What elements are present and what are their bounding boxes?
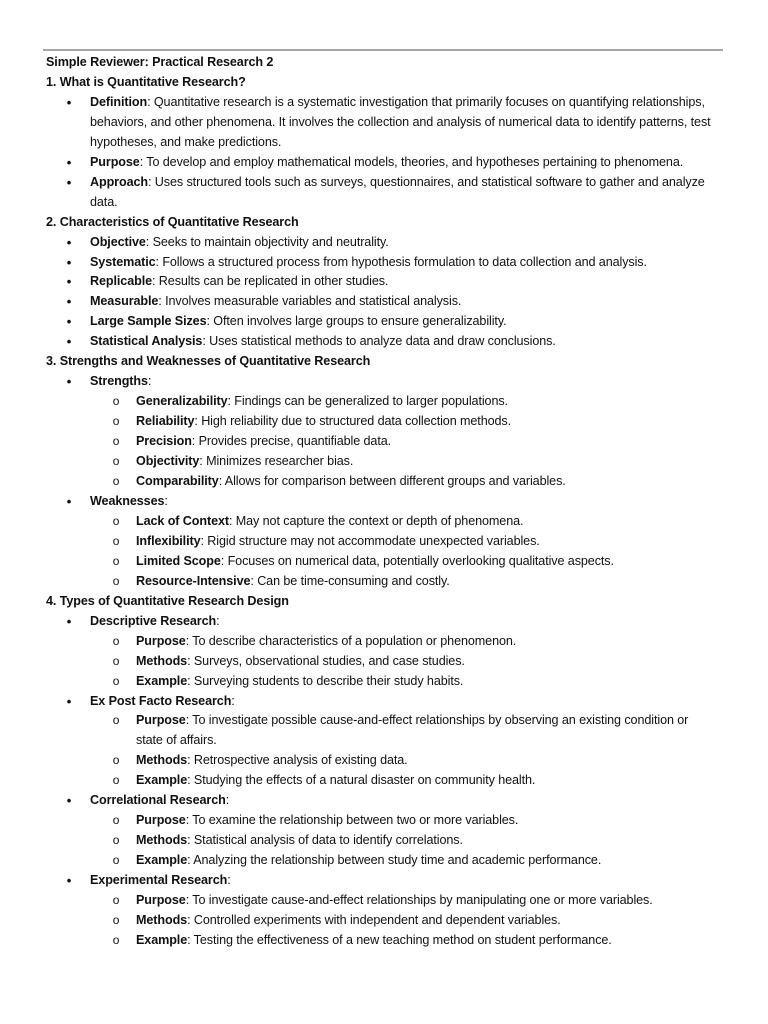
sub-bullet-list bbox=[90, 632, 718, 692]
list-item bbox=[66, 173, 718, 213]
sub-list-item bbox=[112, 851, 718, 871]
bullet-icon: • bbox=[66, 374, 72, 390]
list-item bbox=[66, 692, 718, 792]
sub-list-item bbox=[112, 632, 718, 652]
sub-list-item bbox=[112, 811, 718, 831]
item-description: : Statistical analysis of data to identify correlations. bbox=[187, 833, 463, 848]
item-description: : Results can be replicated in other studies. bbox=[152, 274, 389, 289]
item-description: : Rigid structure may not accommodate unexpected variables. bbox=[200, 533, 540, 548]
list-item bbox=[66, 253, 718, 273]
item-description: : High reliability due to structured data collection methods. bbox=[194, 414, 511, 429]
sub-list-item bbox=[112, 532, 718, 552]
item-description: : Testing the effectiveness of a new teaching method on student performance. bbox=[187, 932, 612, 947]
list-item bbox=[66, 791, 718, 871]
item-term: Example bbox=[136, 853, 188, 868]
circle-bullet-icon: o bbox=[112, 434, 120, 449]
item-term: Limited Scope bbox=[136, 553, 221, 568]
bullet-icon: • bbox=[66, 873, 72, 889]
bullet-icon: • bbox=[66, 234, 72, 250]
item-term: Replicable bbox=[90, 274, 152, 289]
document-title: Simple Reviewer: Practical Research 2 bbox=[46, 55, 274, 69]
sub-bullet-list bbox=[90, 392, 718, 492]
item-description: : Retrospective analysis of existing data. bbox=[187, 753, 408, 768]
item-description: : bbox=[225, 793, 230, 808]
section-heading: 3. Strengths and Weaknesses of Quantitative Research bbox=[46, 354, 371, 369]
item-description: : To develop and employ mathematical models, theories, and hypotheses pertaining to phenomena. bbox=[139, 154, 684, 169]
bullet-icon: • bbox=[66, 174, 72, 190]
sub-list-item bbox=[112, 711, 718, 751]
item-term: Reliability bbox=[136, 414, 195, 429]
bullet-icon: • bbox=[66, 314, 72, 330]
item-term: Large Sample Sizes bbox=[90, 314, 207, 329]
circle-bullet-icon: o bbox=[112, 753, 120, 768]
sub-list-item bbox=[112, 452, 718, 472]
item-description: : To describe characteristics of a population or phenomenon. bbox=[185, 633, 517, 648]
item-description: : To examine the relationship between two or more variables. bbox=[185, 813, 519, 828]
item-description: : Findings can be generalized to larger populations. bbox=[227, 394, 508, 409]
item-term: Purpose bbox=[136, 813, 186, 828]
item-term: Generalizability bbox=[136, 394, 228, 409]
list-item bbox=[66, 372, 718, 492]
circle-bullet-icon: o bbox=[112, 773, 120, 788]
circle-bullet-icon: o bbox=[112, 394, 120, 409]
sub-list-item bbox=[112, 572, 718, 592]
item-description: : Analyzing the relationship between study time and academic performance. bbox=[187, 853, 602, 868]
sub-list-item bbox=[112, 412, 718, 432]
item-description: : Often involves large groups to ensure generalizability. bbox=[206, 314, 507, 329]
circle-bullet-icon: o bbox=[112, 893, 120, 908]
sub-list-item bbox=[112, 751, 718, 771]
circle-bullet-icon: o bbox=[112, 533, 120, 548]
bullet-icon: • bbox=[66, 334, 72, 350]
section-heading: 2. Characteristics of Quantitative Research bbox=[46, 214, 299, 229]
bullet-icon: • bbox=[66, 613, 72, 629]
list-item bbox=[66, 153, 718, 173]
bullet-icon: • bbox=[66, 294, 72, 310]
sub-bullet-list bbox=[90, 512, 718, 592]
item-term: Systematic bbox=[90, 254, 156, 269]
item-description: : Seeks to maintain objectivity and neutrality. bbox=[145, 234, 389, 249]
item-term: Purpose bbox=[136, 633, 186, 648]
item-description: : bbox=[231, 693, 235, 708]
item-term: Precision bbox=[136, 434, 192, 449]
circle-bullet-icon: o bbox=[112, 414, 120, 429]
item-term: Statistical Analysis bbox=[90, 334, 203, 349]
item-description: : Follows a structured process from hypothesis formulation to data collection and analysis. bbox=[155, 254, 647, 269]
bullet-list bbox=[46, 93, 718, 213]
item-description: : Studying the effects of a natural disaster on community health. bbox=[187, 773, 536, 788]
item-term: Purpose bbox=[90, 154, 140, 169]
item-description: : bbox=[164, 493, 168, 508]
item-term: Methods bbox=[136, 753, 188, 768]
item-description: : Surveys, observational studies, and case studies. bbox=[187, 653, 465, 668]
item-term: Measurable bbox=[90, 294, 159, 309]
item-term: Purpose bbox=[136, 713, 186, 728]
bullet-list bbox=[46, 233, 718, 353]
list-item bbox=[66, 233, 718, 253]
sub-bullet-list bbox=[90, 711, 718, 791]
list-item bbox=[66, 292, 718, 312]
item-term: Definition bbox=[90, 94, 148, 109]
item-description: : To investigate possible cause-and-effect relationships by observing an existing condition or state of affairs. bbox=[136, 713, 689, 748]
sub-list-item bbox=[112, 931, 718, 951]
list-item bbox=[66, 492, 718, 592]
sub-list-item bbox=[112, 831, 718, 851]
item-description: : Uses statistical methods to analyze data and draw conclusions. bbox=[202, 334, 556, 349]
list-item bbox=[66, 312, 718, 332]
sub-list-item bbox=[112, 672, 718, 692]
item-description: : May not capture the context or depth of phenomena. bbox=[228, 513, 524, 528]
item-term: Weaknesses bbox=[90, 493, 165, 508]
item-term: Inflexibility bbox=[136, 533, 201, 548]
circle-bullet-icon: o bbox=[112, 673, 120, 688]
item-description: : Focuses on numerical data, potentially overlooking qualitative aspects. bbox=[220, 553, 614, 568]
item-description: : Can be time-consuming and costly. bbox=[250, 573, 450, 588]
bullet-list bbox=[46, 612, 718, 951]
bullet-icon: • bbox=[66, 793, 72, 809]
item-term: Objective bbox=[90, 234, 146, 249]
sub-list-item bbox=[112, 552, 718, 572]
bullet-icon: • bbox=[66, 94, 72, 110]
circle-bullet-icon: o bbox=[112, 813, 120, 828]
sub-bullet-list bbox=[90, 811, 718, 871]
circle-bullet-icon: o bbox=[112, 633, 120, 648]
list-item bbox=[66, 332, 718, 352]
circle-bullet-icon: o bbox=[112, 454, 120, 469]
item-term: Example bbox=[136, 932, 188, 947]
item-term: Correlational Research bbox=[90, 793, 226, 808]
item-term: Example bbox=[136, 773, 188, 788]
item-description: : bbox=[147, 374, 152, 389]
item-description: : Uses structured tools such as surveys, questionnaires, and statistical software to gather and analyze data. bbox=[90, 174, 705, 209]
circle-bullet-icon: o bbox=[112, 912, 120, 927]
sub-list-item bbox=[112, 911, 718, 931]
header-rule bbox=[43, 49, 723, 51]
item-term: Objectivity bbox=[136, 454, 200, 469]
bullet-icon: • bbox=[66, 693, 72, 709]
circle-bullet-icon: o bbox=[112, 932, 120, 947]
bullet-icon: • bbox=[66, 254, 72, 270]
item-term: Methods bbox=[136, 653, 188, 668]
sub-list-item bbox=[112, 432, 718, 452]
item-term: Approach bbox=[90, 174, 148, 189]
item-description: : Minimizes researcher bias. bbox=[199, 454, 354, 469]
circle-bullet-icon: o bbox=[112, 713, 120, 728]
item-term: Resource-Intensive bbox=[136, 573, 251, 588]
item-description: : Involves measurable variables and statistical analysis. bbox=[158, 294, 462, 309]
item-term: Methods bbox=[136, 833, 188, 848]
section-heading: 1. What is Quantitative Research? bbox=[46, 74, 246, 89]
item-description: : Surveying students to describe their study habits. bbox=[187, 673, 464, 688]
item-description: : Allows for comparison between different groups and variables. bbox=[218, 474, 566, 489]
item-term: Example bbox=[136, 673, 188, 688]
item-term: Methods bbox=[136, 912, 188, 927]
circle-bullet-icon: o bbox=[112, 653, 120, 668]
item-description: : bbox=[216, 613, 220, 628]
item-term: Purpose bbox=[136, 893, 186, 908]
item-term: Strengths bbox=[90, 374, 148, 389]
circle-bullet-icon: o bbox=[112, 474, 120, 489]
list-item bbox=[66, 871, 718, 951]
item-description: : Controlled experiments with independent and dependent variables. bbox=[187, 912, 561, 927]
bullet-icon: • bbox=[66, 493, 72, 509]
sub-list-item bbox=[112, 512, 718, 532]
circle-bullet-icon: o bbox=[112, 513, 120, 528]
section-heading: 4. Types of Quantitative Research Design bbox=[46, 593, 289, 608]
list-item bbox=[66, 612, 718, 692]
item-description: : Provides precise, quantifiable data. bbox=[191, 434, 392, 449]
sub-list-item bbox=[112, 771, 718, 791]
list-item bbox=[66, 93, 718, 153]
sub-list-item bbox=[112, 472, 718, 492]
item-term: Comparability bbox=[136, 474, 219, 489]
circle-bullet-icon: o bbox=[112, 833, 120, 848]
circle-bullet-icon: o bbox=[112, 853, 120, 868]
item-term: Descriptive Research bbox=[90, 613, 217, 628]
sub-list-item bbox=[112, 891, 718, 911]
item-term: Lack of Context bbox=[136, 513, 229, 528]
item-description: : bbox=[227, 873, 231, 888]
item-term: Experimental Research bbox=[90, 873, 228, 888]
sub-list-item bbox=[112, 652, 718, 672]
document-body bbox=[46, 53, 718, 951]
list-item bbox=[66, 272, 718, 292]
item-term: Ex Post Facto Research bbox=[90, 693, 232, 708]
bullet-list bbox=[46, 372, 718, 591]
item-description: : To investigate cause-and-effect relationships by manipulating one or more variables. bbox=[185, 893, 653, 908]
item-description: : Quantitative research is a systematic investigation that primarily focuses on quantifying relationships, behaviors, and other phenomena. It involves the collection and analysis of numerical data to identify patterns, test hypotheses, and make predictions. bbox=[90, 94, 711, 149]
circle-bullet-icon: o bbox=[112, 573, 120, 588]
sub-list-item bbox=[112, 392, 718, 412]
bullet-icon: • bbox=[66, 154, 72, 170]
bullet-icon: • bbox=[66, 274, 72, 290]
circle-bullet-icon: o bbox=[112, 553, 120, 568]
sub-bullet-list bbox=[90, 891, 718, 951]
